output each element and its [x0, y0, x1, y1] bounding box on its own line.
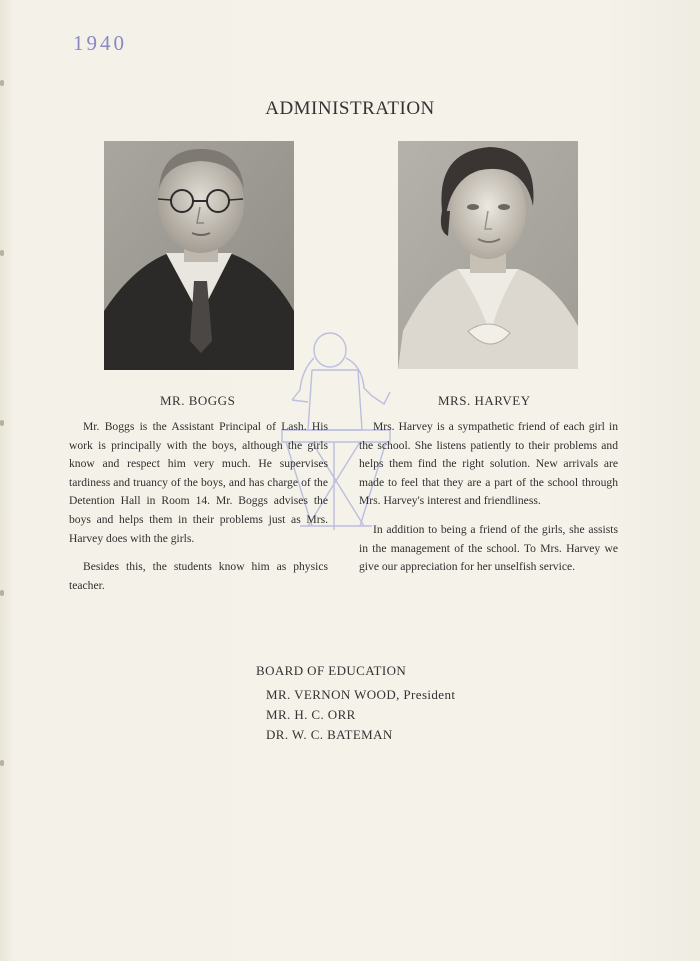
portrait-mrs-harvey	[398, 141, 578, 369]
paragraph: Besides this, the students know him as physics teacher.	[69, 560, 328, 592]
mr-boggs-text-column	[69, 418, 328, 605]
caption-mrs-harvey: MRS. HARVEY	[438, 393, 531, 408]
board-member: DR. W. C. BATEMAN	[266, 727, 393, 742]
board-member: MR. VERNON WOOD, President	[266, 687, 456, 702]
paragraph: Mr. Boggs is the Assistant Principal of Lash. His work is principally with the boys, although the girls know and respect him very much. He supervises tardiness and truancy of the boys, and has charge of the Detention Hall in Room 14. Mr. Boggs advises the boys and helps them in their problems just as Mrs. Harvey does with the girls.	[69, 420, 328, 545]
board-title: BOARD OF EDUCATION	[256, 663, 407, 678]
paragraph: Mrs. Harvey is a sympathetic friend of each girl in the school. She listens patiently to their problems and helps them find the right solution. New arrivals are made to feel that they are a part of the school through Mrs. Harvey's interest and friendliness.	[359, 420, 618, 508]
binding-mark	[0, 420, 4, 426]
binding-mark	[0, 80, 4, 86]
board-of-education	[256, 663, 455, 747]
paragraph: In addition to being a friend of the girls, she assists in the management of the school. To Mrs. Harvey we give our appreciation for her unselfish service.	[359, 522, 618, 574]
page-title: ADMINISTRATION	[265, 98, 435, 119]
portrait-mr-boggs	[104, 141, 294, 370]
year-stamp: 1940	[73, 31, 127, 55]
binding-mark	[0, 590, 4, 596]
binding-mark	[0, 250, 4, 256]
board-member: MR. H. C. ORR	[266, 707, 356, 722]
mrs-harvey-text-column	[359, 418, 618, 587]
binding-mark	[0, 760, 4, 766]
caption-mr-boggs: MR. BOGGS	[160, 393, 236, 408]
